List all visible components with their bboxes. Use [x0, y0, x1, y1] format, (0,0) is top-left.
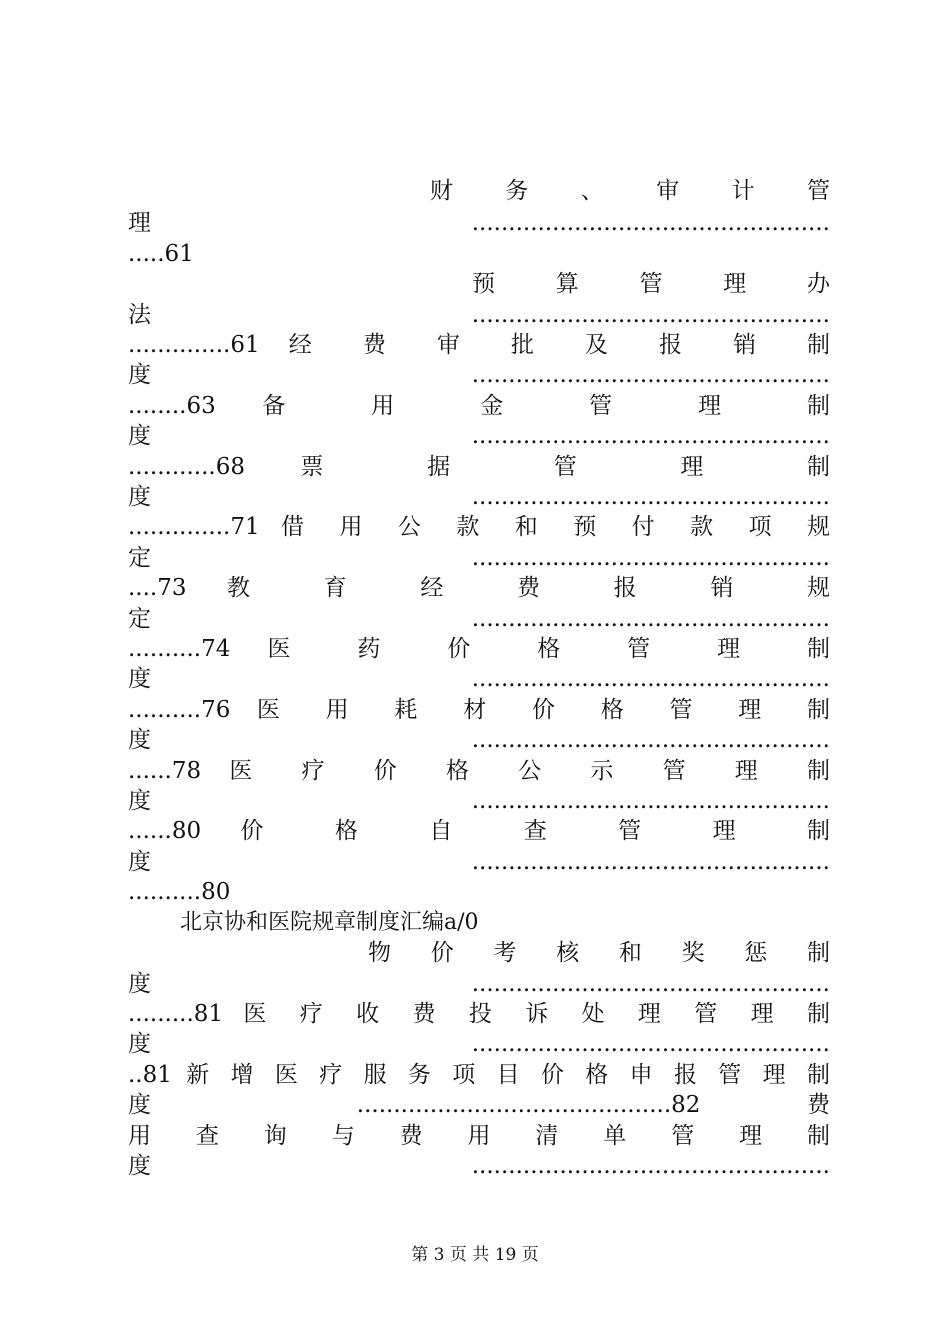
- toc-line: 定.................................................: [128, 545, 830, 571]
- toc-line: ..........74 医 药 价 格 管 理 制: [128, 636, 830, 662]
- toc-line: 度.................................................: [128, 423, 830, 449]
- toc-line: ........63 备 用 金 管 理 制: [128, 393, 830, 419]
- toc-line: ..............61 经 费 审 批 及 报 销 制: [128, 332, 830, 358]
- toc-line: ....73 教 育 经 费 报 销 规: [128, 575, 830, 601]
- toc-line: 理.................................................: [128, 210, 830, 236]
- toc-line: 度 ...........................................82 费: [128, 1092, 830, 1118]
- toc-line: 度.................................................: [128, 849, 830, 875]
- toc-line: 度.................................................: [128, 362, 830, 388]
- toc-line: .........81 医 疗 收 费 投 诉 处 理 管 理 制: [128, 1001, 830, 1027]
- section-heading: 北京协和医院规章制度汇编a/0: [180, 910, 479, 935]
- toc-line: 定.................................................: [128, 606, 830, 632]
- toc-line: 度.................................................: [128, 1153, 830, 1179]
- toc-line: 预 算 管 理 办: [472, 271, 830, 297]
- toc-line: 法.................................................: [128, 302, 830, 328]
- toc-line: ..........80: [128, 879, 231, 905]
- toc-line: ......78 医 疗 价 格 公 示 管 理 制: [128, 758, 830, 784]
- toc-line: 用 查 询 与 费 用 清 单 管 理 制: [128, 1123, 830, 1149]
- toc-line: 度.................................................: [128, 1031, 830, 1057]
- toc-line: ............68 票 据 管 理 制: [128, 454, 830, 480]
- toc-line: 度.................................................: [128, 666, 830, 692]
- toc-line: 度.................................................: [128, 484, 830, 510]
- page-number: 第 3 页 共 19 页: [411, 1245, 539, 1265]
- toc-line: 度.................................................: [128, 971, 830, 997]
- toc-line: 财 务 、 审 计 管: [430, 178, 830, 204]
- toc-line: ..............71 借 用 公 款 和 预 付 款 项 规: [128, 514, 830, 540]
- toc-line: 度.................................................: [128, 727, 830, 753]
- toc-line: 物 价 考 核 和 奖 惩 制: [368, 940, 830, 966]
- toc-line: ..........76 医 用 耗 材 价 格 管 理 制: [128, 697, 830, 723]
- toc-line: .....61: [128, 241, 194, 267]
- toc-line: ..81 新 增 医 疗 服 务 项 目 价 格 申 报 管 理 制: [128, 1062, 830, 1088]
- toc-line: 度.................................................: [128, 788, 830, 814]
- toc-line: ......80 价 格 自 查 管 理 制: [128, 818, 830, 844]
